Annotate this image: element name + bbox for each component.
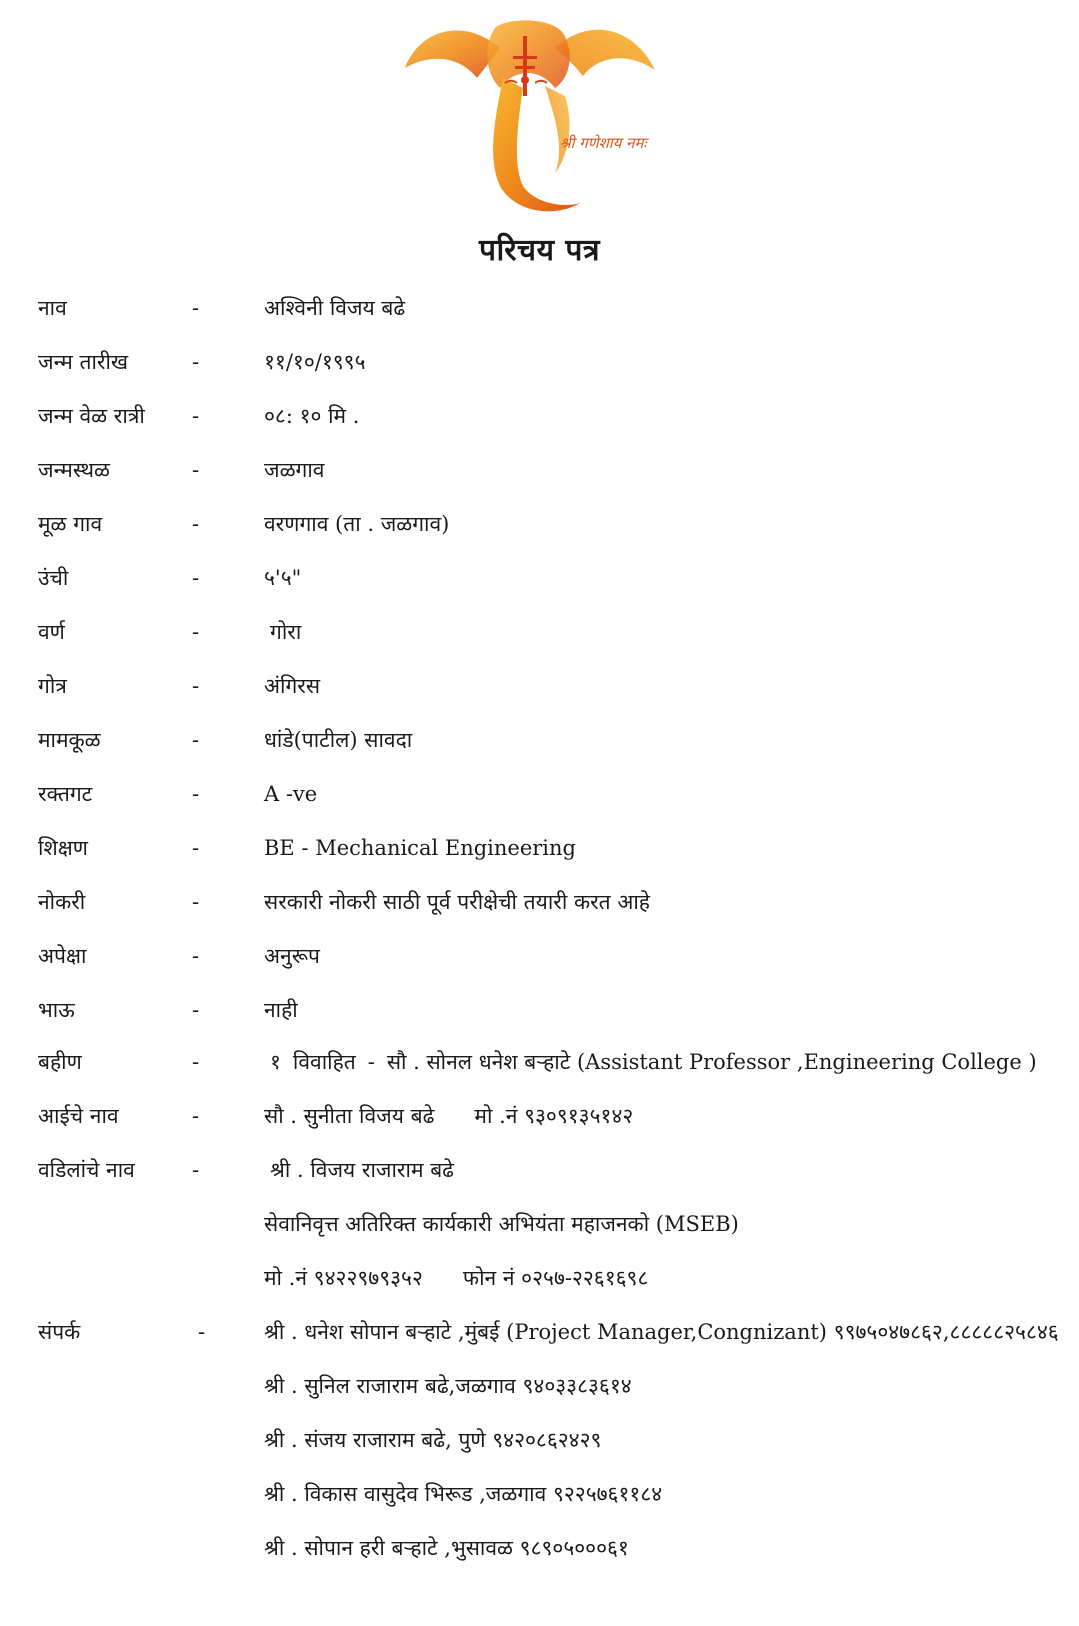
field-separator: - (192, 620, 200, 644)
field-value: अंगिरस (264, 674, 321, 698)
contact-entry: श्री . सुनिल राजाराम बढे,जळगाव ९४०३३८३६१४ (264, 1374, 632, 1398)
field-row (0, 936, 1079, 976)
row-contact (0, 1312, 1079, 1352)
contact-entry: श्री . सोपान हरी बऱ्हाटे ,भुसावळ ९८९०५०००६१ (264, 1536, 629, 1560)
sister-count: १ (270, 1050, 281, 1074)
row-contact-2 (0, 1366, 1079, 1406)
row-mother (0, 1096, 1079, 1136)
field-label: नोकरी (38, 890, 86, 914)
field-row (0, 288, 1079, 328)
row-contact-5 (0, 1528, 1079, 1568)
field-separator: - (192, 350, 200, 374)
field-label: शिक्षण (38, 836, 88, 860)
field-separator: - (192, 458, 200, 482)
field-value: नाही (264, 998, 298, 1022)
sister-detail: सौ . सोनल धनेश बऱ्हाटे (Assistant Professor ,Engineering College ) (386, 1050, 1037, 1074)
contact-entry: श्री . धनेश सोपान बऱ्हाटे ,मुंबई (Project Manager,Congnizant) ९९७५०४७८६२,८८८८८२५८४६ (264, 1320, 1059, 1344)
sep-father: - (192, 1158, 200, 1182)
field-separator: - (192, 674, 200, 698)
field-separator: - (192, 944, 200, 968)
field-value: वरणगाव (ता . जळगाव) (264, 512, 450, 536)
father-name: श्री . विजय राजाराम बढे (270, 1158, 455, 1182)
field-separator: - (192, 836, 200, 860)
field-separator: - (192, 566, 200, 590)
field-label: जन्म तारीख (38, 350, 129, 374)
field-row (0, 612, 1079, 652)
field-value: गोरा (270, 620, 302, 644)
field-label: वर्ण (38, 620, 65, 644)
label-father: वडिलांचे नाव (38, 1158, 135, 1182)
field-row (0, 396, 1079, 436)
field-row (0, 774, 1079, 814)
field-label: नाव (38, 296, 67, 320)
field-row (0, 666, 1079, 706)
field-value: ०८: १० मि . (264, 404, 360, 428)
label-contact: संपर्क (38, 1320, 81, 1344)
father-mobile: मो .नं ९४२२९७९३५२ (264, 1266, 423, 1290)
field-value: अश्विनी विजय बढे (264, 296, 406, 320)
field-value: धांडे(पाटील) सावदा (264, 728, 413, 752)
row-father-phone (0, 1258, 1079, 1298)
father-designation: सेवानिवृत्त अतिरिक्त कार्यकारी अभियंता महाजनको (MSEB) (264, 1212, 739, 1236)
row-father (0, 1150, 1079, 1190)
field-label: गोत्र (38, 674, 67, 698)
ganesh-logo (405, 8, 655, 223)
field-label: अपेक्षा (38, 944, 87, 968)
contact-entry: श्री . विकास वासुदेव भिरूड ,जळगाव ९२२५७६११८४ (264, 1482, 663, 1506)
field-label: मामकूळ (38, 728, 101, 752)
field-value: अनुरूप (264, 944, 320, 968)
value-father-phone (264, 1258, 648, 1298)
father-phone: फोन नं ०२५७-२२६१६९८ (462, 1266, 649, 1290)
label-sister: बहीण (38, 1050, 82, 1074)
field-row (0, 342, 1079, 382)
field-value: जळगाव (264, 458, 325, 482)
field-separator: - (192, 296, 200, 320)
value-mother (264, 1096, 633, 1136)
field-row (0, 990, 1079, 1030)
field-row (0, 828, 1079, 868)
field-value: सरकारी नोकरी साठी पूर्व परीक्षेची तयारी करत आहे (264, 890, 650, 914)
field-separator: - (192, 998, 200, 1022)
sep-contact: - (198, 1320, 206, 1344)
field-separator: - (192, 782, 200, 806)
field-label: मूळ गाव (38, 512, 103, 536)
field-row (0, 558, 1079, 598)
field-label: भाऊ (38, 998, 75, 1022)
mother-name: सौ . सुनीता विजय बढे (264, 1104, 435, 1128)
field-row (0, 882, 1079, 922)
value-sister (270, 1042, 1037, 1082)
field-separator: - (192, 728, 200, 752)
row-father-designation (0, 1204, 1079, 1244)
field-row (0, 720, 1079, 760)
sep-mother: - (192, 1104, 200, 1128)
field-label: उंची (38, 566, 69, 590)
field-separator: - (192, 890, 200, 914)
row-contact-4 (0, 1474, 1079, 1514)
field-value: BE - Mechanical Engineering (264, 836, 576, 860)
field-row (0, 450, 1079, 490)
logo-text: श्री गणेशाय नमः (560, 134, 647, 152)
field-value: ५'५" (264, 566, 302, 590)
label-mother: आईचे नाव (38, 1104, 119, 1128)
field-row (0, 504, 1079, 544)
sister-status: विवाहित (292, 1050, 356, 1074)
field-label: जन्मस्थळ (38, 458, 110, 482)
sister-dash: - (367, 1050, 375, 1074)
field-separator: - (192, 404, 200, 428)
mother-mobile: मो .नं ९३०९१३५१४२ (474, 1104, 634, 1128)
row-contact-3 (0, 1420, 1079, 1460)
sep-sister: - (192, 1050, 200, 1074)
field-value: ११/१०/१९९५ (264, 350, 366, 374)
contact-entry: श्री . संजय राजाराम बढे, पुणे ९४२०८६२४२९ (264, 1428, 602, 1452)
field-label: जन्म वेळ रात्री (38, 404, 145, 428)
field-label: रक्तगट (38, 782, 93, 806)
row-sister (0, 1042, 1079, 1082)
page-title: परिचय पत्र (478, 233, 601, 268)
field-value: A -ve (264, 782, 318, 806)
field-separator: - (192, 512, 200, 536)
ganesh-logo-art (405, 8, 655, 223)
